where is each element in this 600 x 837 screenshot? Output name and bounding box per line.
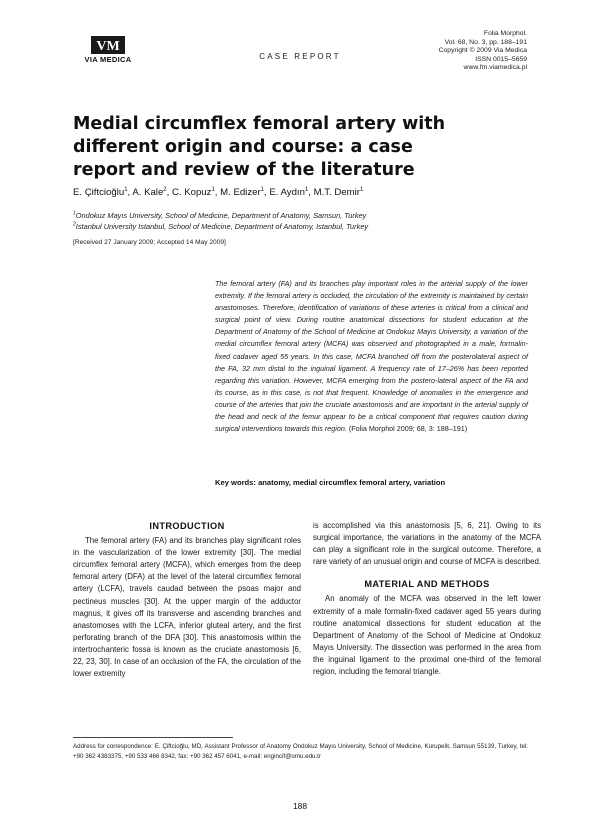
- author-name: M.T. Demir: [313, 187, 360, 198]
- author-affiliation-mark: 1: [124, 186, 128, 193]
- svg-text:VM: VM: [96, 39, 120, 54]
- affiliation-number: 1: [73, 210, 76, 217]
- article-title: Medial circumflex femoral artery with different origin and course: a case report and review of the literature: [73, 114, 446, 180]
- journal-volume: Vol. 68, No. 3, pp. 188–191: [444, 38, 527, 46]
- affiliation-number: 2: [73, 221, 76, 228]
- abstract-citation: (Folia Morphol 2009; 68, 3: 188–191): [348, 424, 468, 434]
- affiliations: [73, 210, 368, 232]
- journal-url[interactable]: www.fm.viamedica.pl: [463, 64, 527, 72]
- author-affiliation-mark: 2: [163, 186, 167, 193]
- introduction-heading: INTRODUCTION: [149, 521, 225, 531]
- author-name: A. Kale: [132, 187, 164, 198]
- author-affiliation-mark: 1: [359, 186, 364, 193]
- right-column: [313, 520, 541, 678]
- abstract: [215, 278, 528, 435]
- correspondence-address: Address for correspondence: E. Çiftcioğlu, MD, Assistant Professor of Anatomy Ondokuz Mayıs University, School of Medicine, Kurupelit, Samsun 55139, Turkey, tel: +90 362 4383375, +90 533 466 8342, fax: +90 362 457 6041, e-mail: engincif@omu.edu.tr: [73, 743, 528, 760]
- abstract-text: The femoral artery (FA) and its branches play important roles in the arterial supply of the lower extremity. If the femoral artery is occluded, the circulation of the extremity is maintained by certain anastomoses. Therefore, identification of variations of these arteries is critical from a clinical and surgical point of view. During routine anatomical dissections for student education at the Department of Anatomy of the School of Medicine at Ondokuz Mayıs University, a variation of the medial circumflex femoral artery (MCFA) was observed and photographed in a male, formalin-fixed cadaver aged 55 years. In this case, MCFA branched off from the posterolateral aspect of the FA, 32 mm distal to the inguinal ligament. A frequency rate of 17–26% has been reported regarding this variation. However, MCFA emerging from the postero-lateral aspect of the FA and its course, as in this case, is not that frequent. Knowledge of anomalies in the emergence and course of the arteries that join the cruciate anastomosis and are important in the arterial supply of the head and neck of the femur appear to be a critical component that requires caution during surgical interventions towards this region.: [215, 279, 528, 434]
- author-affiliation-mark: 1: [304, 186, 309, 193]
- affiliation: [73, 210, 368, 221]
- author-list: E. Çiftcioğlu$^1$, A. Kale$^2$, C. Kopuz$^1$, M. Edizer$^1$, E. Aydın$^1$, M.T. Demir$^1$: [73, 186, 364, 198]
- author-name: M. Edizer: [220, 187, 261, 198]
- methods-paragraph: An anomaly of the MCFA was observed in the left lower extremity of a male formalin-fixed cadaver aged 55 years during routine anatomical dissections for student education at the Department of Anatomy of the School of Medicine at Ondokuz Mayıs University. The dissection was performed in the area from the inguinal ligament to the proximal one-third of the femoral region, including the femoral triangle.: [313, 594, 541, 677]
- keywords: [215, 478, 445, 487]
- affiliation-text: Istanbul University Istanbul, School of Medicine, Department of Anatomy, Istanbul, Turkey: [75, 222, 369, 231]
- author-name: E. Çiftcioğlu: [73, 187, 125, 198]
- left-column: [73, 520, 301, 680]
- journal-copyright: Copyright © 2009 Via Medica: [438, 47, 527, 55]
- keywords-label: Key words:: [215, 478, 256, 487]
- received-dates: [Received 27 January 2009; Accepted 14 May 2009]: [73, 239, 226, 246]
- publisher-name: VIA MEDICA: [84, 55, 132, 64]
- journal-name: Folia Morphol.: [483, 30, 527, 37]
- article-type: CASE REPORT: [259, 52, 341, 61]
- footnote-divider: [73, 737, 233, 738]
- keywords-text: anatomy, medial circumflex femoral artery, variation: [258, 478, 446, 487]
- author-name: E. Aydın: [269, 187, 305, 198]
- affiliation-text: Ondokuz Mayıs University, School of Medicine, Department of Anatomy, Samsun, Turkey: [75, 211, 367, 220]
- introduction-continued: is accomplished via this anastomosis [5, 6, 21]. Owing to its surgical importance, the variations in the anatomy of the MCFA can play a significant role in the surgical outcome. Therefore, a rare variety of an unusual origin and course of MCFA is described.: [313, 521, 541, 567]
- journal-issn: ISSN 0015–5659: [475, 55, 527, 63]
- author-affiliation-mark: 1: [211, 186, 215, 193]
- introduction-paragraph: The femoral artery (FA) and its branches play significant roles in the vascularization of the lower extremity [30]. The medial circumflex femoral artery (MCFA), which emerges from the deep femoral artery (DFA) at the level of the lateral circumflex femoral artery (LCFA), travels caudad between the psoas major and pectineus muscles [30]. At the upper margin of the adductor magnus, it gives off its transverse and ascending branches and anastomoses with the LCFA, inferior gluteal artery, and the first perforating branch of the DFA [30]. This anastomosis within the intertrochanteric fossa is known as the cruciate anastomosis [6, 22, 23, 30]. In case of an occlusion of the FA, the circulation of the lower extremity: [73, 536, 301, 679]
- author-name: C. Kopuz: [171, 187, 212, 198]
- page-number: 188: [293, 801, 307, 811]
- author-affiliation-mark: 1: [260, 186, 264, 193]
- methods-heading: MATERIAL AND METHODS: [364, 579, 490, 590]
- journal-meta: [439, 30, 527, 73]
- affiliation: [73, 221, 368, 232]
